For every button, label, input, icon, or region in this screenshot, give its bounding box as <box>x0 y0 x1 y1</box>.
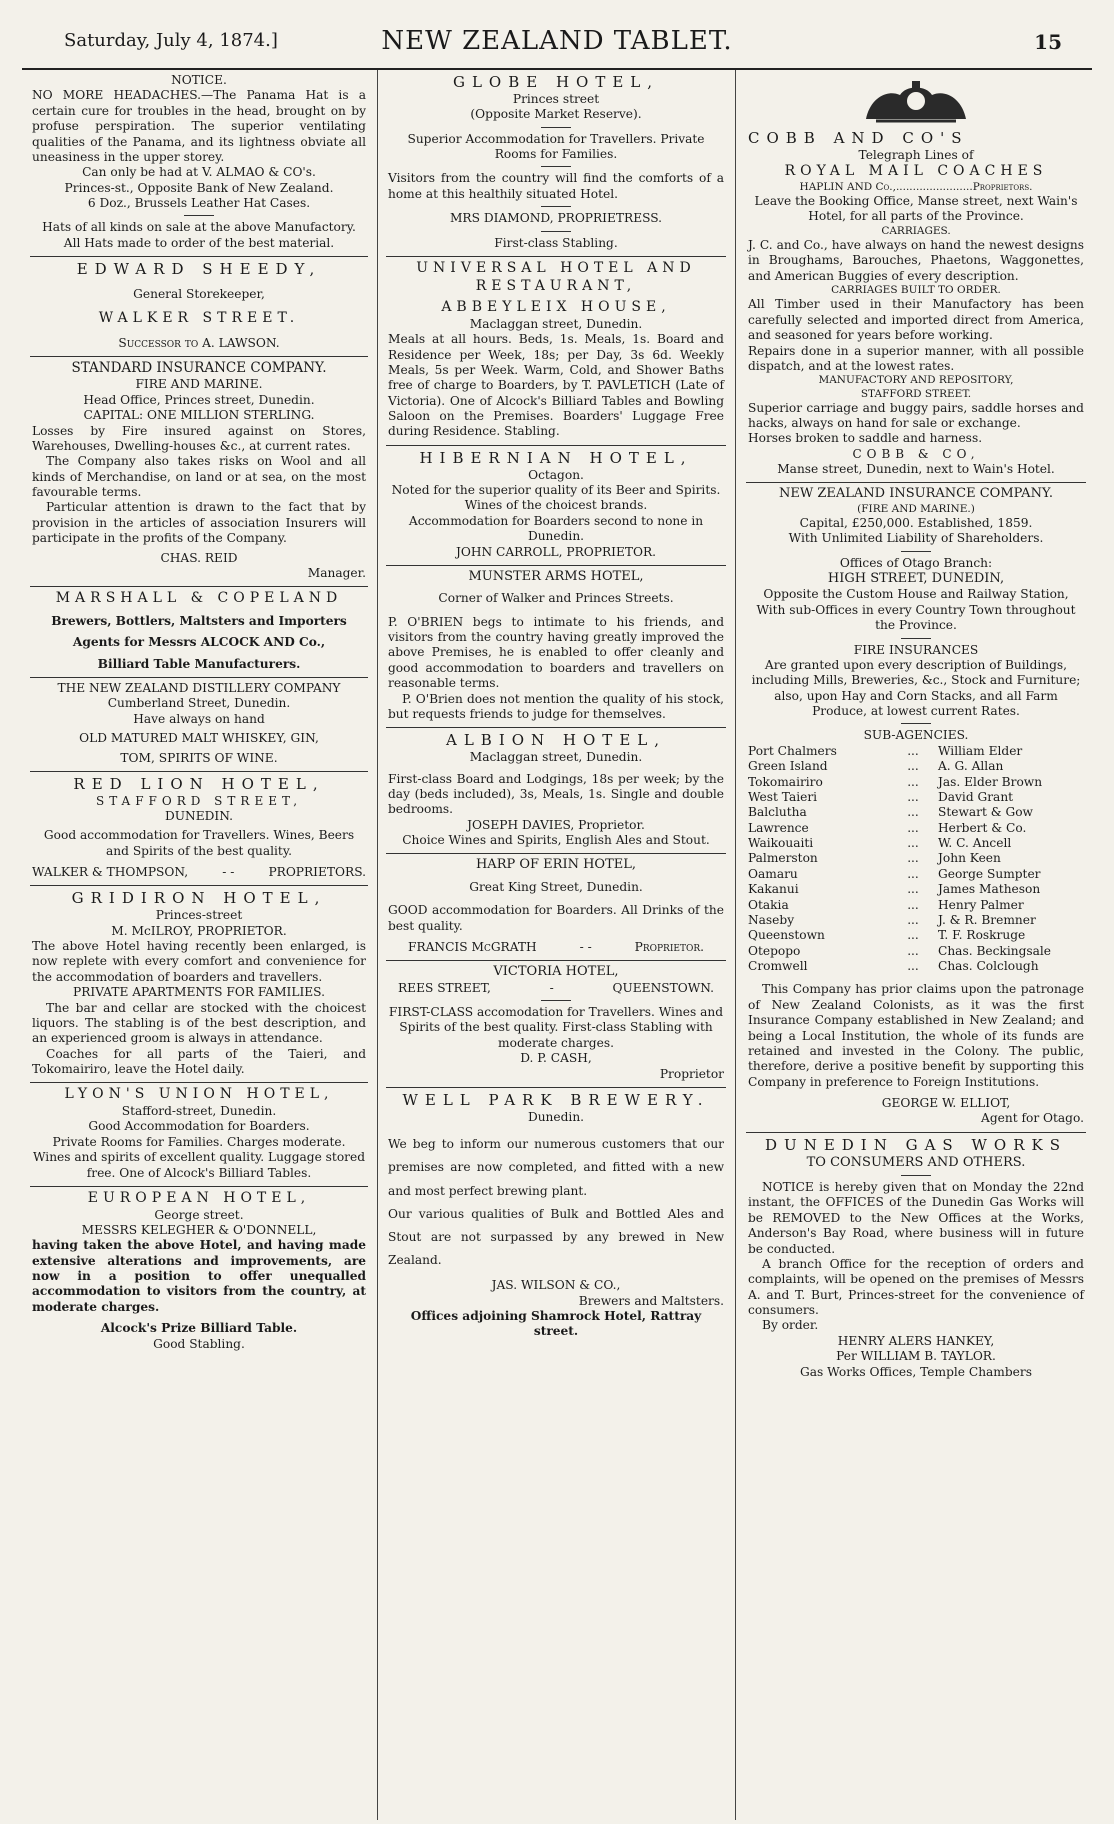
ad-paragraph: Coaches for all parts of the Taieri, and Tokomairiro, leave the Hotel daily. <box>32 1046 366 1077</box>
ad-globe <box>386 70 726 257</box>
ad-line: PRIVATE APARTMENTS FOR FAMILIES. <box>73 985 325 1000</box>
ad-lyons-union <box>30 1083 368 1187</box>
ad-paragraph: First-class Board and Lodgings, 18s per week; by the day (beds included), 3s, Meals, 1s. Single and double bedrooms. <box>388 771 724 817</box>
ad-heading: WELL PARK BREWERY. <box>402 1090 710 1109</box>
ad-line: OLD MATURED MALT WHISKEY, GIN, <box>79 731 319 746</box>
agency-name: Chas. Colclough <box>938 959 1039 974</box>
ad-heading: HARP OF ERIN HOTEL, <box>475 857 637 873</box>
ad-heading: GRIDIRON HOTEL, <box>71 889 327 908</box>
agency-row <box>748 913 1084 928</box>
agency-dots: ... <box>907 743 919 758</box>
ad-line: Head Office, Princes street, Dunedin. <box>83 392 315 407</box>
ad-proprietor-row <box>32 865 366 880</box>
column-2 <box>386 70 726 1820</box>
agency-name: Jas. Elder Brown <box>938 774 1043 789</box>
agency-place: Kakanui <box>748 882 799 897</box>
agency-dots: ... <box>907 774 919 789</box>
ad-line: Telegraph Lines of <box>858 147 974 162</box>
ad-subhead: STAFFORD STREET. <box>860 387 972 400</box>
ad-line: DUNEDIN. <box>165 808 233 823</box>
ad-paragraph: Are granted upon every description of Buildings, including Mills, Breweries, &c., Stock and Furniture; also, upon Hay and Corn Stacks, and all Farm Produce, at lowest current Rates. <box>751 657 1081 719</box>
ad-dashes: - - <box>222 865 235 880</box>
ad-line: Corner of Walker and Princes Streets. <box>438 591 674 606</box>
ad-proprietor: WALKER & THOMPSON, <box>32 865 189 880</box>
ad-paragraph: Horses broken to saddle and harness. <box>748 431 983 446</box>
ad-line: Princes-street <box>155 908 243 923</box>
ad-distillery <box>30 678 368 772</box>
agency-row <box>748 805 1084 820</box>
ad-line: FIRE INSURANCES <box>853 642 979 657</box>
agency-place: Tokomairiro <box>748 774 823 789</box>
issue-date: Saturday, July 4, 1874.] <box>64 30 278 51</box>
ad-paragraph: All Timber used in their Manufactory has been carefully selected and imported direct from America, and seasoned for years before working. <box>748 297 1084 343</box>
ad-line: By order. <box>762 1318 819 1333</box>
ad-line: TOM, SPIRITS OF WINE. <box>120 750 278 765</box>
ad-line: Stafford-street, Dunedin. <box>121 1104 277 1119</box>
ad-heading: LYON'S UNION HOTEL, <box>64 1086 334 1103</box>
ad-line: STAFFORD STREET, <box>95 793 303 808</box>
ad-line: Great King Street, Dunedin. <box>469 879 643 894</box>
ad-standard-insurance <box>30 357 368 587</box>
ad-heading: EDWARD SHEEDY, <box>76 260 322 279</box>
agency-dots: ... <box>907 866 919 881</box>
ad-line: With Unlimited Liability of Shareholders. <box>788 531 1044 546</box>
ad-paragraph: Meals at all hours. Beds, 1s. Meals, 1s. Board and Residence per Week, 18s; per Day, 3s 6d. Weekly Meals, 5s per Week. Warm, Cold, and Shower Baths free of charge to Boarders, by T. PAVLETICH (Late of Victoria). One of Alcock's Billiard Tables and Bowling Saloon on the Premises. Boarders' Luggage Free during Residence. Stabling. <box>388 332 724 439</box>
ad-line: ROYAL MAIL COACHES <box>784 163 1048 180</box>
ad-line: HAPLIN AND Co.,.......................Proprietors. <box>799 180 1033 193</box>
agency-dots: ... <box>907 789 919 804</box>
agency-row <box>748 851 1084 866</box>
agency-dots: ... <box>907 805 919 820</box>
ad-nz-insurance <box>746 483 1086 1132</box>
ad-paragraph: Superior Accommodation for Travellers. Private Rooms for Families. <box>407 131 705 162</box>
agency-row <box>748 836 1084 851</box>
ad-line: HENRY ALERS HANKEY, <box>837 1333 995 1348</box>
agency-place: Palmerston <box>748 851 818 866</box>
notice-title: NOTICE. <box>171 73 227 87</box>
ad-line: HIGH STREET, DUNEDIN, <box>827 571 1005 587</box>
ad-munster-arms <box>386 566 726 728</box>
agency-name: W. C. Ancell <box>938 836 1012 851</box>
agency-place: Oamaru <box>748 866 798 881</box>
notice-line: Princes-st., Opposite Bank of New Zealand. <box>64 180 334 195</box>
agency-name: Stewart & Gow <box>938 805 1033 820</box>
ad-paragraph: Particular attention is drawn to the fact that by provision in the articles of association Insurers will participate in the profits of the Company. <box>32 500 366 546</box>
agency-name: David Grant <box>938 789 1014 804</box>
ad-paragraph: A branch Office for the reception of orders and complaints, will be opened on the premises of Messrs A. and T. Burt, Princes-street for the convenience of consumers. <box>748 1256 1084 1318</box>
agency-dots: ... <box>907 959 919 974</box>
ad-signature: CHAS. REID <box>160 550 238 565</box>
agency-row <box>748 790 1084 805</box>
ad-heading: DUNEDIN GAS WORKS <box>765 1135 1067 1154</box>
ad-line: (Opposite Market Reserve). <box>470 107 642 122</box>
ad-heading: NEW ZEALAND INSURANCE COMPANY. <box>779 486 1053 502</box>
agency-row <box>748 744 1084 759</box>
sub-agencies-list <box>748 744 1084 975</box>
agency-name: J. & R. Bremner <box>938 912 1036 927</box>
agency-row <box>748 928 1084 943</box>
ad-paragraph: The Company also takes risks on Wool and all kinds of Merchandise, on land or at sea, on the most favourable terms. <box>32 454 366 500</box>
page-number: 15 <box>1034 30 1062 54</box>
ad-line: MRS DIAMOND, PROPRIETRESS. <box>449 211 663 226</box>
ad-proprietor-label: PROPRIETORS. <box>268 865 366 880</box>
notice-line: Hats of all kinds on sale at the above Manufactory. <box>42 220 356 235</box>
ad-paragraph: This Company has prior claims upon the patronage of New Zealand Colonists, as it was the first Insurance Company established in New Zealand; and being a Local Institution, the whole of its funds are retained and invested in the Colony. The public, therefore, derive a positive benefit by supporting this Company in preference to Foreign Institutions. <box>748 982 1084 1089</box>
royal-crest-icon <box>856 79 976 125</box>
ad-gas-works <box>746 1133 1086 1385</box>
ad-red-lion <box>30 772 368 887</box>
ad-line: TO CONSUMERS AND OTHERS. <box>806 1154 1026 1170</box>
divider <box>541 206 571 207</box>
agency-dots: ... <box>907 897 919 912</box>
ad-heading: MUNSTER ARMS HOTEL, <box>468 568 644 584</box>
notice-line: All Hats made to order of the best material. <box>63 235 335 250</box>
agency-place: Port Chalmers <box>748 743 837 758</box>
ad-paragraph: We beg to inform our numerous customers that our premises are now completed, and fitted with a new and most perfect brewing plant. <box>388 1137 724 1198</box>
ad-address-row <box>388 981 724 996</box>
ad-line: JOHN CARROLL, PROPRIETOR. <box>455 544 657 559</box>
ad-signature: Manager. <box>307 565 366 580</box>
agency-row <box>748 944 1084 959</box>
ad-dash: - <box>549 980 554 995</box>
ad-paragraph: P. O'BRIEN begs to intimate to his friends, and visitors from the country having greatly improved the above Premises, he is enabled to offer cleanly and good accommodation to boarders and travellers on reasonable terms. <box>388 614 724 691</box>
ad-line: First-class Stabling. <box>494 235 618 250</box>
ad-line: Alcock's Prize Billiard Table. <box>100 1321 298 1336</box>
agency-dots: ... <box>907 882 919 897</box>
notice-lead: NO MORE HEADACHES.—The Panama Hat is a certain cure for troubles in the head, brought on by profuse perspiration. The superior ventilating qualities of the Panama, and its lightness obviate all uneasiness in the upper storey. <box>32 88 366 164</box>
agency-dots: ... <box>907 836 919 851</box>
ad-line: SUB-AGENCIES. <box>863 728 969 743</box>
ad-proprietor: FRANCIS McGRATH <box>408 939 537 954</box>
divider <box>541 166 571 167</box>
agency-name: A. G. Allan <box>938 759 1004 774</box>
ad-subhead: MANUFACTORY AND REPOSITORY, <box>818 374 1014 387</box>
ad-line: Gas Works Offices, Temple Chambers <box>800 1364 1032 1379</box>
ad-european <box>30 1187 368 1357</box>
ad-victoria <box>386 961 726 1088</box>
ad-line: Cumberland Street, Dunedin. <box>107 696 291 711</box>
ad-line: Agents for Messrs ALCOCK AND Co., <box>72 635 326 650</box>
agency-row <box>748 882 1084 897</box>
agency-dots: ... <box>907 912 919 927</box>
ad-line: Per WILLIAM B. TAYLOR. <box>836 1349 996 1364</box>
ad-heading: RED LION HOTEL, <box>73 774 325 793</box>
ad-paragraph: Repairs done in a superior manner, with all possible dispatch, and at the lowest rates. <box>748 343 1084 373</box>
divider <box>541 1000 571 1001</box>
ad-line: Brewers, Bottlers, Maltsters and Importers <box>51 613 347 628</box>
agency-name: T. F. Roskruge <box>938 928 1026 943</box>
ad-line: Maclaggan street, Dunedin. <box>469 316 643 331</box>
ad-marshall <box>30 587 368 678</box>
ad-hat-notice <box>30 70 368 257</box>
agency-name: Herbert & Co. <box>938 820 1027 835</box>
ad-paragraph: J. C. and Co., have always on hand the newest designs in Broughams, Barouches, Phaetons, Waggonettes, and American Buggies of every description. <box>748 238 1084 283</box>
ad-heading: COBB AND CO'S <box>748 129 969 147</box>
ad-line: MESSRS KELEGHER & O'DONNELL, <box>81 1222 317 1237</box>
ad-heading: VICTORIA HOTEL, <box>493 964 619 980</box>
ad-paragraph: NOTICE is hereby given that on Monday the 22nd instant, the OFFICES of the Dunedin Gas Works will be REMOVED to the New Offices at the Works, Anderson's Bay Road, where business will in future be conducted. <box>748 1180 1084 1256</box>
columns <box>30 70 1086 1820</box>
ad-dashes: - - <box>579 939 592 954</box>
agency-place: Otakia <box>748 897 789 912</box>
ad-line: JAS. WILSON & CO., <box>491 1278 621 1293</box>
divider <box>901 723 931 724</box>
ad-line: Octagon. <box>528 467 584 482</box>
ad-line: Choice Wines and Spirits, English Ales and Stout. <box>402 833 710 848</box>
ad-gridiron <box>30 886 368 1083</box>
ad-signature: GEORGE W. ELLIOT, <box>881 1096 1011 1111</box>
ad-line: Maclaggan street, Dunedin. <box>469 750 643 765</box>
agency-row <box>748 959 1084 974</box>
ad-well-park <box>386 1088 726 1345</box>
agency-place: Queenstown <box>748 928 825 943</box>
ad-line: D. P. CASH, <box>520 1051 592 1066</box>
agency-place: Green Island <box>748 759 828 774</box>
ad-line: Dunedin. <box>527 1109 585 1124</box>
divider <box>541 231 571 232</box>
agency-row <box>748 867 1084 882</box>
agency-dots: ... <box>907 759 919 774</box>
ad-line: Offices adjoining Shamrock Hotel, Rattray street. <box>410 1308 702 1339</box>
ad-line: FIRE AND MARINE. <box>135 377 263 392</box>
agency-place: Cromwell <box>748 959 808 974</box>
agency-dots: ... <box>907 943 919 958</box>
agency-dots: ... <box>907 928 919 943</box>
ad-albion <box>386 728 726 854</box>
ad-line: Have always on hand <box>133 711 265 726</box>
ad-line: General Storekeeper, <box>133 287 265 302</box>
agency-name: Chas. Beckingsale <box>938 943 1052 958</box>
divider <box>184 215 214 216</box>
paper-title: NEW ZEALAND TABLET. <box>381 26 733 56</box>
ad-line: Good Stabling. <box>153 1336 245 1351</box>
ad-universal <box>386 257 726 446</box>
ad-paragraph: GOOD accommodation for Boarders. All Drinks of the best quality. <box>388 903 724 933</box>
ad-harp-of-erin <box>386 854 726 961</box>
ad-sheedy <box>30 257 368 357</box>
ad-line: Accommodation for Boarders second to none in Dunedin. <box>408 513 704 544</box>
column-1 <box>30 70 368 1820</box>
ad-paragraph: Our various qualities of Bulk and Bottled Ales and Stout are not surpassed by any brewed in New Zealand. <box>388 1206 724 1268</box>
ad-line: Princes street <box>512 91 600 106</box>
ad-street: REES STREET, <box>398 980 491 995</box>
agency-place: Naseby <box>748 912 795 927</box>
ad-heading: UNIVERSAL HOTEL AND RESTAURANT, <box>416 259 696 294</box>
ad-heading: ALBION HOTEL, <box>446 731 666 750</box>
ad-line: M. McILROY, PROPRIETOR. <box>111 923 287 938</box>
ad-paragraph: P. O'Brien does not mention the quality of his stock, but requests friends to judge for themselves. <box>388 691 724 721</box>
agency-row <box>748 775 1084 790</box>
ad-line: Capital, £250,000. Established, 1859. <box>799 515 1033 530</box>
ad-line: Proprietor <box>659 1066 724 1081</box>
ad-line: Opposite the Custom House and Railway Station, <box>763 587 1069 602</box>
ad-line: Noted for the superior quality of its Beer and Spirits. <box>391 483 721 498</box>
ad-line: COBB & CO, <box>852 446 980 461</box>
ad-line: WALKER STREET. <box>98 310 300 327</box>
ad-town: QUEENSTOWN. <box>612 980 714 995</box>
ad-line: Offices of Otago Branch: <box>839 555 993 570</box>
ad-line: ABBEYLEIX HOUSE, <box>441 299 671 316</box>
ad-paragraph: The bar and cellar are stocked with the choicest liquors. The stabling is of the best description, and an experienced groom is always in attendance. <box>32 1000 366 1046</box>
ad-heading: MARSHALL & COPELAND <box>55 590 343 607</box>
masthead <box>22 6 1092 70</box>
agency-place: West Taieri <box>748 789 818 804</box>
ad-line: With sub-Offices in every Country Town throughout the Province. <box>756 602 1076 633</box>
ad-heading: HIBERNIAN HOTEL, <box>419 448 693 467</box>
ad-subhead: CARRIAGES. <box>881 224 951 237</box>
ad-line: Leave the Booking Office, Manse street, next Wain's Hotel, for all parts of the Province. <box>754 194 1078 224</box>
ad-hibernian <box>386 446 726 566</box>
ad-paragraph: The above Hotel having recently been enlarged, is now replete with every comfort and convenience for the accommodation of boarders and travellers. <box>32 939 366 984</box>
ad-line: George street. <box>154 1207 244 1222</box>
ad-proprietor-row <box>388 940 724 955</box>
ad-subhead: CARRIAGES BUILT TO ORDER. <box>831 284 1001 297</box>
agency-place: Lawrence <box>748 820 809 835</box>
ad-line: Brewers and Maltsters. <box>578 1293 724 1308</box>
agency-name: William Elder <box>938 743 1023 758</box>
agency-dots: ... <box>907 820 919 835</box>
agency-place: Waikouaiti <box>748 836 814 851</box>
divider <box>541 127 571 128</box>
ad-paragraph: having taken the above Hotel, and having made extensive alterations and improvements, are now in a position to offer unequalled accommodation to visitors from the country, at moderate charges. <box>32 1238 366 1314</box>
ad-heading: GLOBE HOTEL, <box>452 73 660 91</box>
notice-line: 6 Doz., Brussels Leather Hat Cases. <box>87 196 311 210</box>
agency-place: Balclutha <box>748 805 807 820</box>
divider <box>901 1175 931 1176</box>
ad-line: Successor to A. LAWSON. <box>118 336 280 351</box>
divider <box>901 551 931 552</box>
ad-heading: EUROPEAN HOTEL, <box>87 1189 311 1206</box>
ad-paragraph: Visitors from the country will find the comforts of a home at this healthily situated Hotel. <box>388 171 724 201</box>
agency-row <box>748 821 1084 836</box>
agency-name: George Sumpter <box>938 866 1041 881</box>
ad-line: Good accommodation for Travellers. Wines, Beers and Spirits of the best quality. <box>43 828 355 858</box>
column-3 <box>746 70 1086 1820</box>
agency-dots: ... <box>907 851 919 866</box>
agency-row <box>748 759 1084 774</box>
ad-line: Manse street, Dunedin, next to Wain's Hotel. <box>777 461 1055 476</box>
ad-line: JOSEPH DAVIES, Proprietor. <box>467 817 645 832</box>
ad-line: Billiard Table Manufacturers. <box>97 656 301 671</box>
ad-line: Private Rooms for Families. Charges moderate. Wines and spirits of excellent quality. Luggage stored free. One of Alcock's Billiard Tables. <box>32 1134 366 1180</box>
agency-place: Otepopo <box>748 943 801 958</box>
ad-cobb-and-co <box>746 70 1086 483</box>
ad-line: Wines of the choicest brands. <box>464 498 648 513</box>
ad-heading: THE NEW ZEALAND DISTILLERY COMPANY <box>57 681 341 696</box>
notice-line: Can only be had at V. ALMAO & CO's. <box>82 165 316 180</box>
ad-signature: Agent for Otago. <box>981 1111 1084 1126</box>
agency-name: Henry Palmer <box>938 897 1024 912</box>
ad-line: CAPITAL: ONE MILLION STERLING. <box>83 408 315 423</box>
ad-paragraph: Superior carriage and buggy pairs, saddle horses and hacks, always on hand for sale or exchange. <box>748 400 1084 431</box>
agency-name: John Keen <box>938 851 1001 866</box>
agency-name: James Matheson <box>938 882 1041 897</box>
ad-paragraph: FIRST-CLASS accomodation for Travellers. Wines and Spirits of the best quality. First-class Stabling with moderate charges. <box>388 1005 724 1050</box>
ad-heading: STANDARD INSURANCE COMPANY. <box>71 360 327 377</box>
ad-line: Good Accommodation for Boarders. <box>88 1119 310 1134</box>
agency-row <box>748 898 1084 913</box>
ad-line: (FIRE AND MARINE.) <box>857 502 975 515</box>
ad-proprietor-label: Proprietor. <box>634 939 704 954</box>
ad-paragraph: Losses by Fire insured against on Stores, Warehouses, Dwelling-houses &c., at current rates. <box>32 423 366 453</box>
divider <box>901 638 931 639</box>
